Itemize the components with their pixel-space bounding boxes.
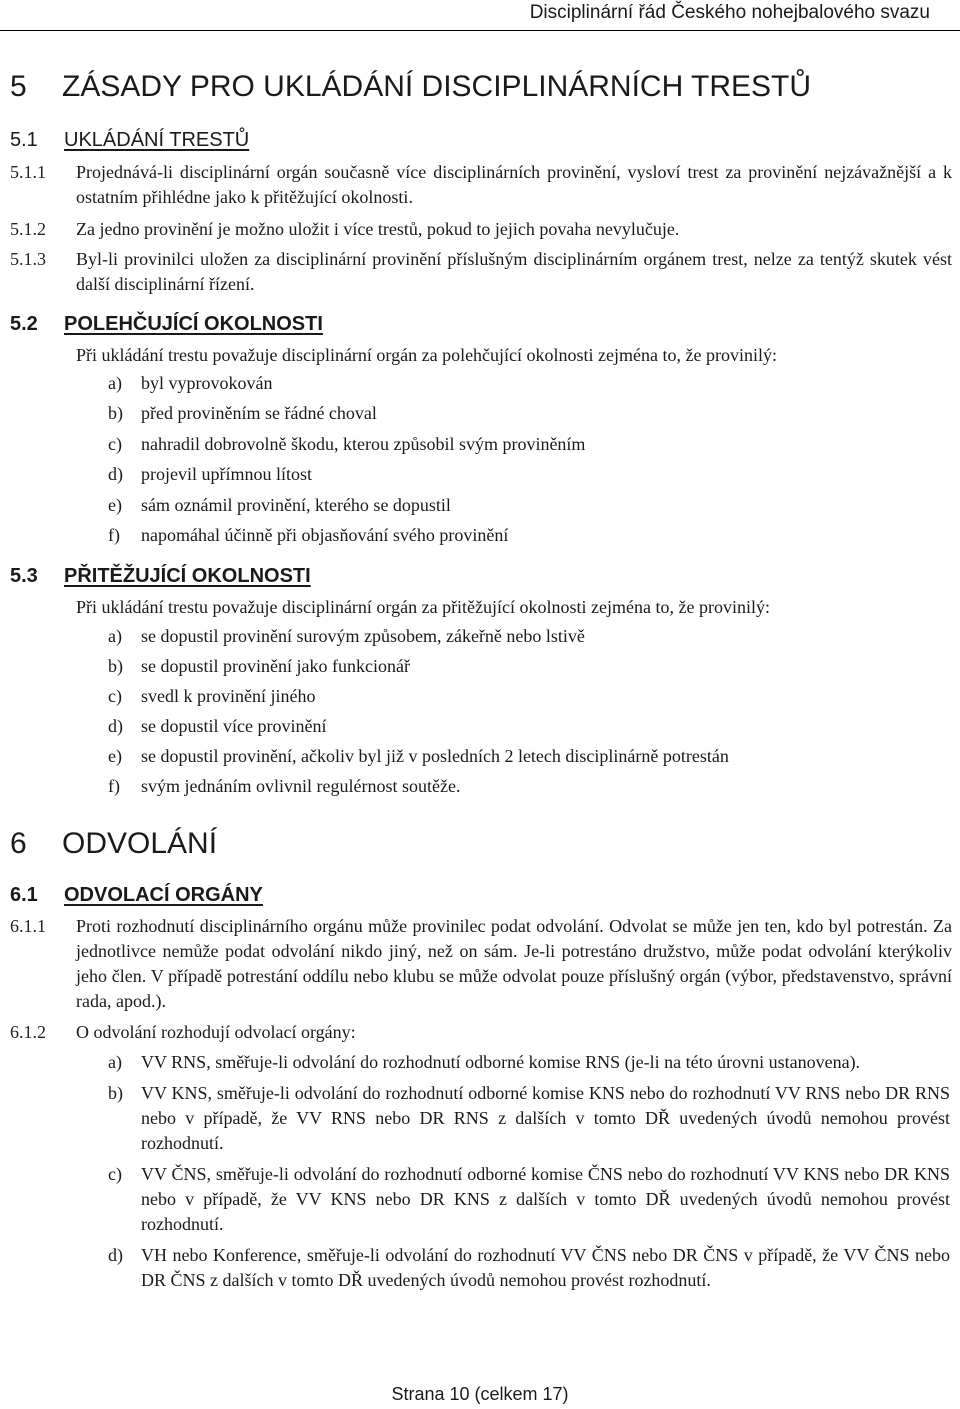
paragraph-5-1-2 (10, 217, 952, 242)
paragraph-text: Byl-li provinilci uložen za disciplinární provinění příslušným disciplinárním orgánem trest, nelze za tentýž skutek vést další disciplinární řízení. (76, 249, 952, 294)
subsection-title: POLEHČUJÍCÍ OKOLNOSTI (64, 313, 323, 335)
paragraph-number: 5.1.3 (10, 249, 46, 269)
header-rule (0, 30, 960, 31)
page-footer: Strana 10 (celkem 17) (391, 1384, 569, 1404)
section-title: ZÁSADY PRO UKLÁDÁNÍ DISCIPLINÁRNÍCH TRESTŮ (62, 70, 812, 103)
list-item (108, 523, 950, 548)
list-letter: b) (108, 403, 123, 424)
list-letter: c) (108, 1164, 122, 1184)
subsection-5-2-heading (10, 313, 323, 336)
list-item (108, 714, 950, 739)
list-text: VV RNS, směřuje-li odvolání do rozhodnutí odborné komise RNS (je-li na této úrovni ustanovena). (141, 1052, 861, 1072)
subsection-number: 5.2 (10, 313, 38, 335)
list-item (108, 462, 950, 487)
paragraph-6-1-2 (10, 1020, 952, 1045)
list-item (108, 774, 950, 799)
mitigating-list (108, 371, 950, 548)
paragraph-number: 5.1.1 (10, 162, 46, 182)
subsection-number: 6.1 (10, 884, 38, 906)
subsection-title: UKLÁDÁNÍ TRESTŮ (64, 129, 250, 151)
section-number: 6 (10, 827, 27, 860)
section-number: 5 (10, 70, 27, 103)
list-letter: c) (108, 686, 122, 706)
section-title: ODVOLÁNÍ (62, 827, 218, 860)
paragraph-number: 5.1.2 (10, 219, 46, 239)
list-text: napomáhal účinně při objasňování svého provinění (141, 524, 509, 545)
list-text: sám oznámil provinění, kterého se dopustil (141, 494, 451, 515)
list-letter: f) (108, 776, 120, 796)
mitigating-intro: Při ukládání trestu považuje disciplinární orgán za polehčující okolnosti zejména to, že provinilý: (76, 345, 777, 365)
subsection-5-1-heading (10, 129, 249, 152)
list-item (108, 1081, 950, 1156)
list-item (108, 1243, 950, 1293)
list-text: svedl k provinění jiného (141, 686, 316, 706)
list-letter: e) (108, 746, 122, 766)
paragraph-5-1-1 (10, 160, 952, 210)
paragraph-6-1-1 (10, 914, 952, 1014)
paragraph-5-1-3 (10, 247, 952, 297)
list-letter: a) (108, 1052, 122, 1072)
paragraph-text: Proti rozhodnutí disciplinárního orgánu může provinilec podat odvolání. Odvolat se může jen ten, kdo byl potrestán. Za jednotlivce nemůže podat odvolání nikdo jiný, než on sám. Je-li potrestáno družstvo, může podat odvolání kterýkoliv jeho člen. V případě potrestání oddílu nebo klubu se může odvolat pouze příslušný orgán (výbor, představenstvo, správní rada, apod.). (76, 916, 952, 1011)
section-6-heading (10, 827, 217, 861)
subsection-title: PŘITĚŽUJÍCÍ OKOLNOSTI (64, 565, 311, 587)
list-item (108, 1162, 950, 1237)
running-header: Disciplinární řád Českého nohejbalového svazu (529, 2, 930, 23)
section-5-heading (10, 70, 811, 104)
list-letter: f) (108, 524, 120, 545)
list-item (108, 432, 950, 457)
list-letter: d) (108, 1245, 123, 1265)
list-letter: b) (108, 1083, 123, 1103)
list-letter: e) (108, 494, 122, 515)
list-item (108, 624, 950, 649)
list-item (108, 684, 950, 709)
list-text: VV KNS, směřuje-li odvolání do rozhodnutí odborné komise KNS nebo do rozhodnutí VV RNS nebo DR RNS nebo v případě, že VV RNS nebo DR RNS z dalších v tomto DŘ uvedených úvodů nemohou provést rozhodnutí. (141, 1083, 950, 1153)
list-item (108, 401, 950, 426)
list-text: VV ČNS, směřuje-li odvolání do rozhodnutí odborné komise ČNS nebo do rozhodnutí VV KNS nebo DR KNS nebo v případě, že VV KNS nebo DR KNS z dalších v tomto DŘ uvedených úvodů nemohou provést rozhodnutí. (141, 1164, 950, 1234)
list-letter: d) (108, 464, 123, 485)
list-item (108, 493, 950, 518)
paragraph-text: Za jedno provinění je možno uložit i více trestů, pokud to jejich povaha nevylučuje. (76, 219, 680, 239)
list-item (108, 371, 950, 396)
list-item (108, 1050, 950, 1075)
list-letter: d) (108, 716, 123, 736)
subsection-title: ODVOLACÍ ORGÁNY (64, 884, 263, 906)
paragraph-text: Projednává-li disciplinární orgán současně více disciplinárních provinění, vysloví trest za provinění nejzávažnější a k ostatním přihlédne jako k přitěžující okolnosti. (76, 162, 952, 207)
list-item (108, 654, 950, 679)
appeal-bodies-list (108, 1050, 950, 1293)
paragraph-text: O odvolání rozhodují odvolací orgány: (76, 1022, 356, 1042)
subsection-6-1-heading (10, 884, 263, 907)
paragraph-number: 6.1.2 (10, 1022, 46, 1042)
list-text: VH nebo Konference, směřuje-li odvolání do rozhodnutí VV ČNS nebo DR ČNS v případě, že VV ČNS nebo DR ČNS z dalších v tomto DŘ uvedených úvodů nemohou provést rozhodnutí. (141, 1245, 950, 1290)
list-letter: a) (108, 626, 122, 646)
paragraph-number: 6.1.1 (10, 916, 46, 936)
list-letter: c) (108, 433, 122, 454)
list-letter: a) (108, 373, 122, 393)
list-text: nahradil dobrovolně škodu, kterou způsobil svým proviněním (141, 433, 586, 454)
aggravating-list (108, 624, 950, 799)
list-text: projevil upřímnou lítost (141, 464, 312, 485)
aggravating-intro: Při ukládání trestu považuje disciplinární orgán za přitěžující okolnosti zejména to, že provinilý: (76, 597, 770, 617)
list-text: se dopustil provinění, ačkoliv byl již v posledních 2 letech disciplinárně potrestán (141, 746, 729, 766)
list-text: svým jednáním ovlivnil regulérnost soutěže. (141, 776, 461, 796)
list-text: se dopustil provinění surovým způsobem, zákeřně nebo lstivě (141, 626, 585, 646)
list-text: před proviněním se řádné choval (141, 403, 377, 424)
list-item (108, 744, 950, 769)
subsection-number: 5.1 (10, 129, 38, 151)
subsection-5-3-heading (10, 565, 311, 588)
list-letter: b) (108, 656, 123, 676)
subsection-number: 5.3 (10, 565, 38, 587)
list-text: se dopustil více provinění (141, 716, 327, 736)
list-text: se dopustil provinění jako funkcionář (141, 656, 410, 676)
list-text: byl vyprovokován (141, 373, 273, 393)
